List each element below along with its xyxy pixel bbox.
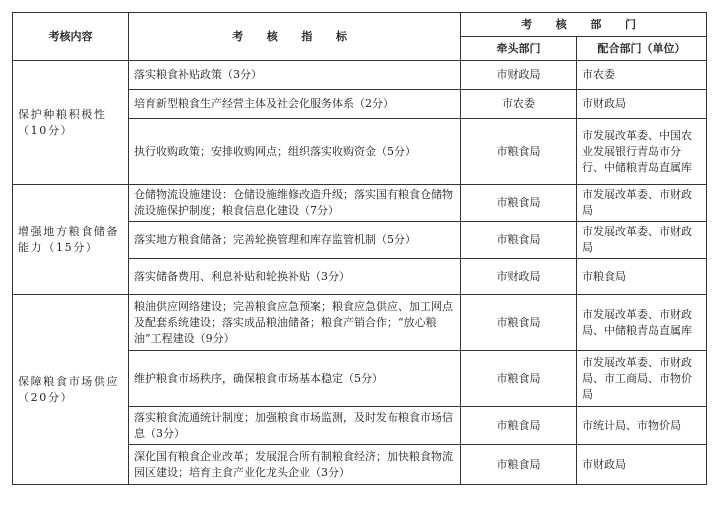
table-row: [13, 295, 707, 351]
coop-dept-cell: 市发展改革委、市财政局、中储粮青岛直属库: [577, 295, 707, 351]
table-row: [13, 185, 707, 222]
lead-dept-cell: 市粮食局: [461, 295, 577, 351]
indicator-cell: 落实粮食补贴政策（3分）: [129, 61, 461, 90]
coop-dept-cell: 市财政局: [577, 445, 707, 485]
coop-dept-cell: 市农委: [577, 61, 707, 90]
indicator-cell: 落实地方粮食储备；完善轮换管理和库存监管机制（5分）: [129, 222, 461, 259]
indicator-cell: 深化国有粮食企业改革；发展混合所有制粮食经济；加快粮食物流园区建设；培育主食产业化龙头企业（3分）: [129, 445, 461, 485]
lead-dept-cell: 市粮食局: [461, 222, 577, 259]
indicator-cell: 培育新型粮食生产经营主体及社会化服务体系（2分）: [129, 90, 461, 119]
header-indicator: 考 核 指 标: [129, 13, 461, 61]
coop-dept-cell: 市财政局: [577, 90, 707, 119]
indicator-cell: 仓储物流设施建设：仓储设施维修改造升级；落实国有粮食仓储物流设施保护制度；粮食信息化建设（7分）: [129, 185, 461, 222]
assessment-table: [12, 12, 707, 485]
lead-dept-cell: 市粮食局: [461, 185, 577, 222]
header-content: 考核内容: [13, 13, 129, 61]
lead-dept-cell: 市财政局: [461, 259, 577, 295]
category-cell: 保障粮食市场供应（20分）: [13, 295, 129, 485]
coop-dept-cell: 市发展改革委、市财政局、市工商局、市物价局: [577, 351, 707, 407]
lead-dept-cell: 市粮食局: [461, 407, 577, 445]
indicator-cell: 落实粮食流通统计制度；加强粮食市场监测，及时发布粮食市场信息（3分）: [129, 407, 461, 445]
coop-dept-cell: 市发展改革委、市财政局: [577, 185, 707, 222]
lead-dept-cell: 市粮食局: [461, 351, 577, 407]
header-departments: 考 核 部 门: [461, 13, 707, 37]
indicator-cell: 粮油供应网络建设；完善粮食应急预案；粮食应急供应、加工网点及配套系统建设；落实成品粮油储备；粮食产销合作；“放心粮油”工程建设（9分）: [129, 295, 461, 351]
indicator-cell: 执行收购政策；安排收购网点；组织落实收购资金（5分）: [129, 119, 461, 185]
header-lead-dept: 牵头部门: [461, 37, 577, 61]
category-cell: 增强地方粮食储备能力（15分）: [13, 185, 129, 295]
coop-dept-cell: 市统计局、市物价局: [577, 407, 707, 445]
category-cell: 保护种粮积极性（10分）: [13, 61, 129, 185]
lead-dept-cell: 市农委: [461, 90, 577, 119]
coop-dept-cell: 市发展改革委、市财政局: [577, 222, 707, 259]
coop-dept-cell: 市粮食局: [577, 259, 707, 295]
header-coop-dept: 配合部门（单位）: [577, 37, 707, 61]
lead-dept-cell: 市财政局: [461, 61, 577, 90]
lead-dept-cell: 市粮食局: [461, 119, 577, 185]
indicator-cell: 落实储备费用、利息补贴和轮换补贴（3分）: [129, 259, 461, 295]
coop-dept-cell: 市发展改革委、中国农业发展银行青岛市分行、中储粮青岛直属库: [577, 119, 707, 185]
lead-dept-cell: 市粮食局: [461, 445, 577, 485]
indicator-cell: 维护粮食市场秩序，确保粮食市场基本稳定（5分）: [129, 351, 461, 407]
table-row: [13, 61, 707, 90]
